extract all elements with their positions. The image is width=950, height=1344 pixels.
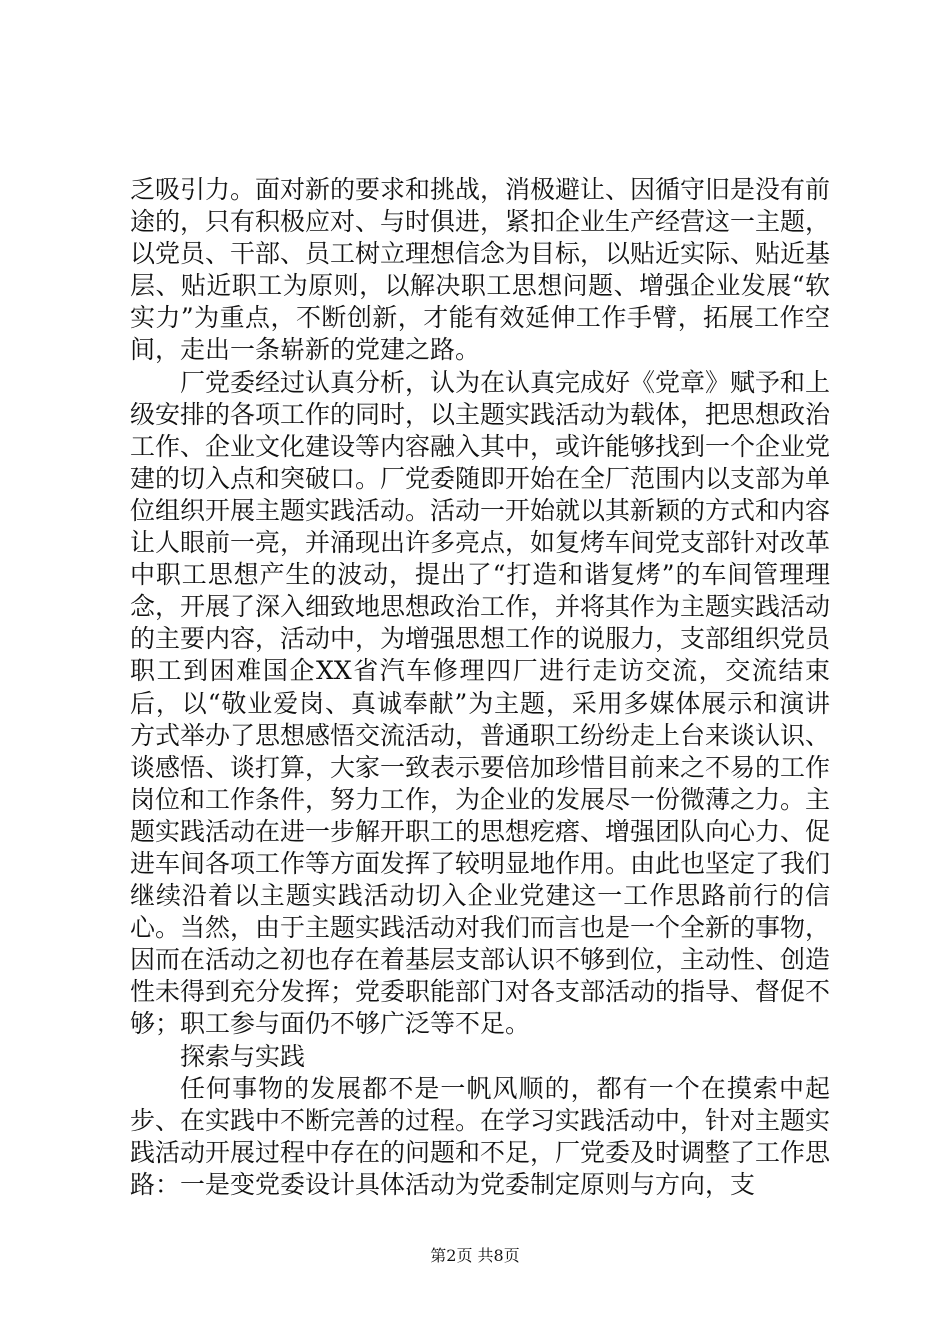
page-number-footer: 第2页 共8页 — [430, 1246, 520, 1265]
paragraph-2: 厂党委经过认真分析，认为在认真完成好《党章》赋予和上级安排的各项工作的同时，以主题实践活动为载体，把思想政治工作、企业文化建设等内容融入其中，或许能够找到一个企业党建的切入点和突破口。厂党委随即开始在全厂范围内以支部为单位组织开展主题实践活动。活动一开始就以其新颖的方式和内容让人眼前一亮，并涌现出许多亮点，如复烤车间党支部针对改革中职工思想产生的波动，提出了“打造和谐复烤”的车间管理理念，开展了深入细致地思想政治工作，并将其作为主题实践活动的主要内容，活动中，为增强思想工作的说服力，支部组织党员职工到困难国企XX省汽车修理四厂进行走访交流，交流结束后，以“敬业爱岗、真诚奉献”为主题，采用多媒体展示和演讲方式举办了思想感悟交流活动，普通职工纷纷走上台来谈认识、谈感悟、谈打算，大家一致表示要倍加珍惜目前来之不易的工作岗位和工作条件，努力工作，为企业的发展尽一份微薄之力。主题实践活动在进一步解开职工的思想疙瘩、增强团队向心力、促进车间各项工作等方面发挥了较明显地作用。由此也坚定了我们继续沿着以主题实践活动切入企业党建这一工作思路前行的信心。当然，由于主题实践活动对我们而言也是一个全新的事物，因而在活动之初也存在着基层支部认识不够到位，主动性、创造性未得到充分发挥；党委职能部门对各支部活动的指导、督促不够；职工参与面仍不够广泛等不足。 — [130, 367, 831, 1039]
paragraph-3: 任何事物的发展都不是一帆风顺的，都有一个在摸索中起步、在实践中不断完善的过程。在学习实践活动中，针对主题实践活动开展过程中存在的问题和不足，厂党委及时调整了工作思路：一是变党委设计具体活动为党委制定原则与方向，支 — [130, 1073, 831, 1199]
paragraph-1: 乏吸引力。面对新的要求和挑战，消极避让、因循守旧是没有前途的，只有积极应对、与时俱进，紧扣企业生产经营这一主题，以党员、干部、员工树立理想信念为目标，以贴近实际、贴近基层、贴近职工为原则，以解决职工思想问题、增强企业发展“软实力”为重点，不断创新，才能有效延伸工作手臂，拓展工作空间，走出一条崭新的党建之路。 — [130, 175, 831, 365]
document-body — [130, 174, 830, 1201]
section-heading: 探索与实践 — [180, 1041, 306, 1071]
